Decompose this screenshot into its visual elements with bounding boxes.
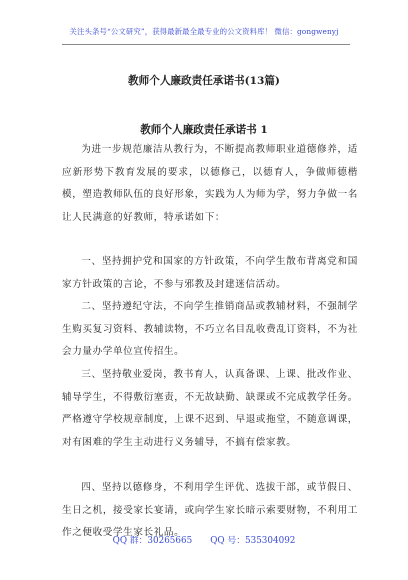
footer-qq-number: QQ 号：535304092	[210, 536, 296, 546]
footer-contact	[0, 533, 408, 546]
paragraph-item-3: 三、坚持敬业爱岗，教书育人，认真备课、上课、批改作业、辅导学生，不得敷衍塞责，不无故缺勤、缺课或不完成教学任务。严格遵守学校规章制度，上课不迟到、早退或拖堂，不随意调课，对有困难的学生主动进行义务辅导，不搞有偿家教。	[62, 369, 358, 448]
footer-qq-group: QQ 群：30265665	[112, 536, 193, 546]
section-heading: 教师个人廉政责任承诺书 1	[140, 124, 268, 136]
paragraph-item-4: 四、坚持以德修身，不利用学生评优、选拔干部，或节假日、生日之机，接受家长宴请，或向学生家长暗示索要财物，不利用工作之便收受学生家长礼品。	[62, 482, 358, 539]
paragraph-intro: 为进一步规范廉洁从教行为，不断提高教师职业道德修养，适应新形势下教育发展的要求，以德修己，以德育人，争做师德楷模，塑造教师队伍的良好形象，实践为人为师为学，努力争做一名让人民满意的好教师，特承诺如下：	[62, 144, 358, 223]
header-notice: 关注头条号“公文研究”，获得最新最全最专业的公文资料库！ 微信：gongwenyj	[69, 27, 339, 36]
paragraph-item-2: 二、坚持遵纪守法，不向学生推销商品或教辅材料，不强制学生购买复习资料、教辅读物，不巧立名目乱收费乱订资料，不为社会力量办学单位宣传招生。	[62, 301, 358, 358]
document-title: 教师个人廉政责任承诺书(13篇)	[128, 75, 280, 87]
header-divider	[62, 44, 350, 45]
paragraph-item-1: 一、坚持拥护党和国家的方针政策，不向学生散布背离党和国家方针政策的言论，不参与邪教及封建迷信活动。	[62, 256, 358, 290]
